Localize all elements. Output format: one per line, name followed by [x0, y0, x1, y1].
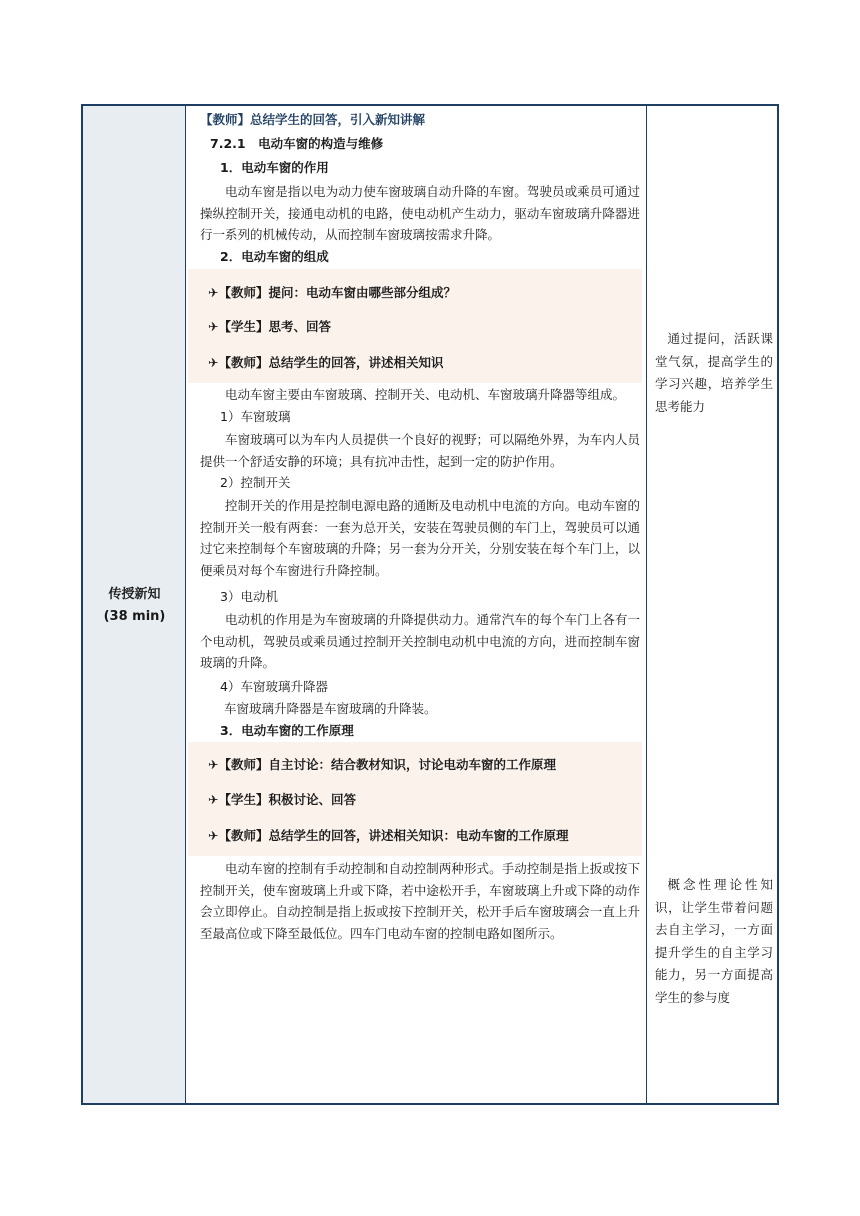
paragraph-5: 电动机的作用是为车窗玻璃的升降提供动力。通常汽车的每个车门上各有一个电动机，驾驶员或乘员通过控制开关控制电动机中电流的方向，进而控制车窗玻璃的升降。 — [200, 612, 640, 670]
note-1: 通过提问，活跃课堂气氛，提高学生的学习兴趣，培养学生思考能力 — [655, 331, 773, 414]
discussion-box-1 — [188, 269, 642, 383]
box1-line-3: ✈【教师】总结学生的回答，讲述相关知识 — [208, 355, 444, 370]
box2-line-2: ✈【学生】积极讨论、回答 — [208, 792, 356, 807]
paragraph-3: 车窗玻璃可以为车内人员提供一个良好的视野；可以隔绝外界，为车内人员提供一个舒适安静的环境；具有抗冲击性，起到一定的防护作用。 — [200, 432, 640, 469]
paragraph-7: 电动车窗的控制有手动控制和自动控制两种形式。手动控制是指上扳或按下控制开关，使车窗玻璃上升或下降，若中途松开手，车窗玻璃上升或下降的动作会立即停止。自动控制是指上扳或按下控制开关，松开手后车窗玻璃会一直上升至最高位或下降至最低位。四车门电动车窗的控制电路如图所示。 — [200, 861, 640, 941]
section-column — [83, 106, 186, 1103]
section-title: 传授新知 — [108, 587, 161, 602]
heading-3: 3．电动车窗的工作原理 — [220, 723, 354, 738]
subheading-2: 2）控制开关 — [220, 475, 291, 490]
intro-line: 【教师】总结学生的回答，引入新知讲解 — [200, 112, 426, 127]
notes-column — [647, 106, 777, 1103]
discussion-box-2 — [188, 742, 642, 856]
paragraph-6: 车窗玻璃升降器是车窗玻璃的升降装。 — [224, 701, 437, 716]
section-label — [83, 584, 186, 628]
heading-2: 2．电动车窗的组成 — [220, 249, 329, 264]
box1-line-2: ✈【学生】思考、回答 — [208, 319, 331, 334]
subheading-1: 1）车窗玻璃 — [220, 409, 291, 424]
lesson-table — [81, 104, 779, 1105]
subheading-4: 4）车窗玻璃升降器 — [220, 679, 328, 694]
note-2: 概念性理论性知识，让学生带着问题去自主学习，一方面提升学生的自主学习能力，另一方面提高学生的参与度 — [655, 877, 773, 1005]
heading-1: 1．电动车窗的作用 — [220, 160, 329, 175]
box1-line-1: ✈【教师】提问：电动车窗由哪些部分组成？ — [208, 285, 456, 300]
box2-line-3: ✈【教师】总结学生的回答，讲述相关知识：电动车窗的工作原理 — [208, 828, 569, 843]
content-column — [186, 106, 647, 1103]
paragraph-4: 控制开关的作用是控制电源电路的通断及电动机中电流的方向。电动车窗的控制开关一般有两套：一套为总开关，安装在驾驶员侧的车门上，驾驶员可以通过它来控制每个车窗玻璃的升降；另一套为分开关，分别安装在每个车门上，以便乘员对每个车窗进行升降控制。 — [200, 498, 640, 578]
paragraph-1: 电动车窗是指以电为动力使车窗玻璃自动升降的车窗。驾驶员或乘员可通过操纵控制开关，接通电动机的电路，使电动机产生动力，驱动车窗玻璃升降器进行一系列的机械传动，从而控制车窗玻璃按需求升降。 — [200, 184, 640, 242]
box2-line-1: ✈【教师】自主讨论：结合教材知识，讨论电动车窗的工作原理 — [208, 757, 556, 772]
subheading-3: 3）电动机 — [220, 589, 278, 604]
heading-721: 7.2.1 电动车窗的构造与维修 — [210, 136, 384, 151]
section-duration: (38 min) — [103, 609, 166, 624]
paragraph-2: 电动车窗主要由车窗玻璃、控制开关、电动机、车窗玻璃升降器等组成。 — [225, 387, 626, 402]
